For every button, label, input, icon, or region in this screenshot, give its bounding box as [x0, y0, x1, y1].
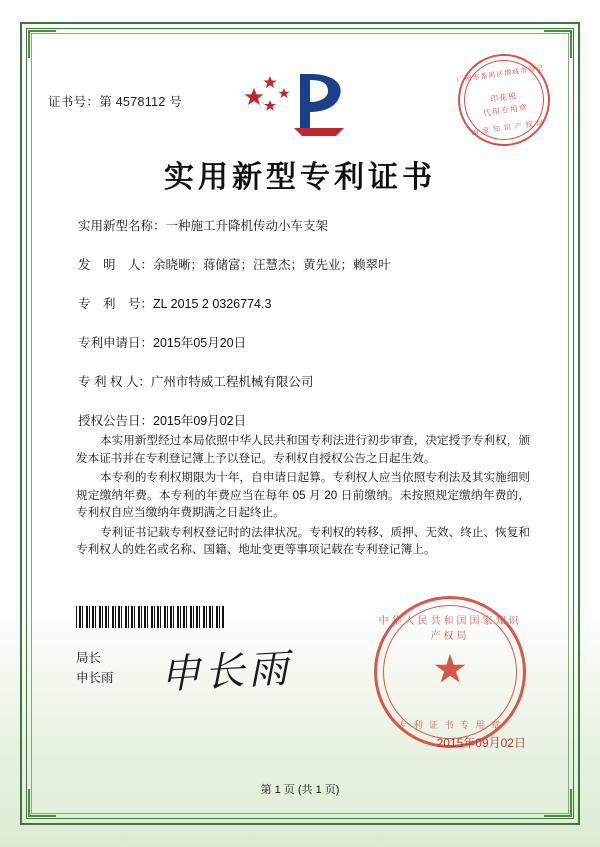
seal-top-text: 中华人民共和国国家知识产权局	[378, 616, 522, 642]
field-label: 发 明 人：	[78, 258, 154, 272]
field-row-utility-model-name	[78, 216, 532, 234]
page-title: 实用新型专利证书	[164, 160, 436, 195]
barcode	[76, 606, 224, 628]
field-value: 2015年05月20日	[153, 336, 247, 350]
tax-stamp-line1: 广州市番禺区增城市登记	[456, 65, 545, 85]
seal-star-icon: ★	[432, 646, 468, 692]
signature-block	[76, 648, 114, 688]
legal-paragraph-1: 本实用新型经过本局依照中华人民共和国专利法进行初步审查，决定授予专利权，颁发本证书并在专利登记簿上予以登记。专利权自授权公告之日起生效。	[76, 434, 530, 465]
certificate-content	[40, 44, 560, 803]
tax-stamp-icon	[452, 48, 556, 152]
tax-stamp-line4: 国 家 知 识 产 权 局	[470, 119, 545, 137]
field-row-inventors	[78, 255, 532, 273]
handwritten-signature: 申长雨	[159, 645, 294, 699]
director-name-label: 申长雨	[76, 671, 114, 685]
field-value: 余晓晰；蒋储富；汪慧杰；黄先业；赖翠叶	[153, 258, 391, 272]
page-footer: 第 1 页 (共 1 页)	[260, 784, 340, 796]
tax-stamp-line2: 印花税	[489, 91, 518, 104]
field-row-patentee	[78, 372, 532, 390]
official-seal-icon	[374, 596, 526, 748]
sipo-emblem-icon	[240, 66, 360, 140]
legal-paragraph-2: 本专利的专利权期限为十年，自申请日起算。专利权人应当依照专利法及其实施细则规定缴纳年费。本专利的年费应当在每年 05 月 20 日前缴纳。未按照规定缴纳年费的，专利权自应当缴纳年费期满之日起终止。	[76, 471, 530, 519]
field-label: 授权公告日：	[78, 414, 154, 428]
legal-paragraph-3: 专利证书记载专利权登记时的法律状况。专利权的转移、质押、无效、终止、恢复和专利权人的姓名或名称、国籍、地址变更等事项记载在专利登记簿上。	[76, 525, 530, 556]
field-value: 广州市特威工程机械有限公司	[150, 375, 314, 389]
director-title-label: 局长	[76, 651, 102, 665]
seal-date: 2015年09月02日	[436, 736, 526, 750]
field-row-patent-number	[78, 294, 532, 312]
field-label: 专 利 权 人：	[78, 375, 151, 389]
field-label: 实用新型名称：	[78, 219, 166, 233]
field-value: 一种施工升降机传动小车支架	[165, 219, 329, 233]
legal-body-text	[76, 432, 530, 561]
field-value: ZL 2015 2 0326774.3	[153, 297, 272, 311]
field-value: 2015年09月02日	[153, 414, 247, 428]
field-row-grant-date	[78, 411, 532, 429]
tax-stamp-line3: 代用专用章	[482, 102, 529, 118]
field-list	[78, 216, 532, 450]
certificate-number: 证书号：第 4578112 号	[48, 95, 183, 109]
field-label: 专 利 号：	[78, 297, 154, 311]
field-label: 专利申请日：	[78, 336, 154, 350]
seal-bottom-text: 专 利 证 书 专 用 章	[397, 720, 502, 730]
field-row-application-date	[78, 333, 532, 351]
